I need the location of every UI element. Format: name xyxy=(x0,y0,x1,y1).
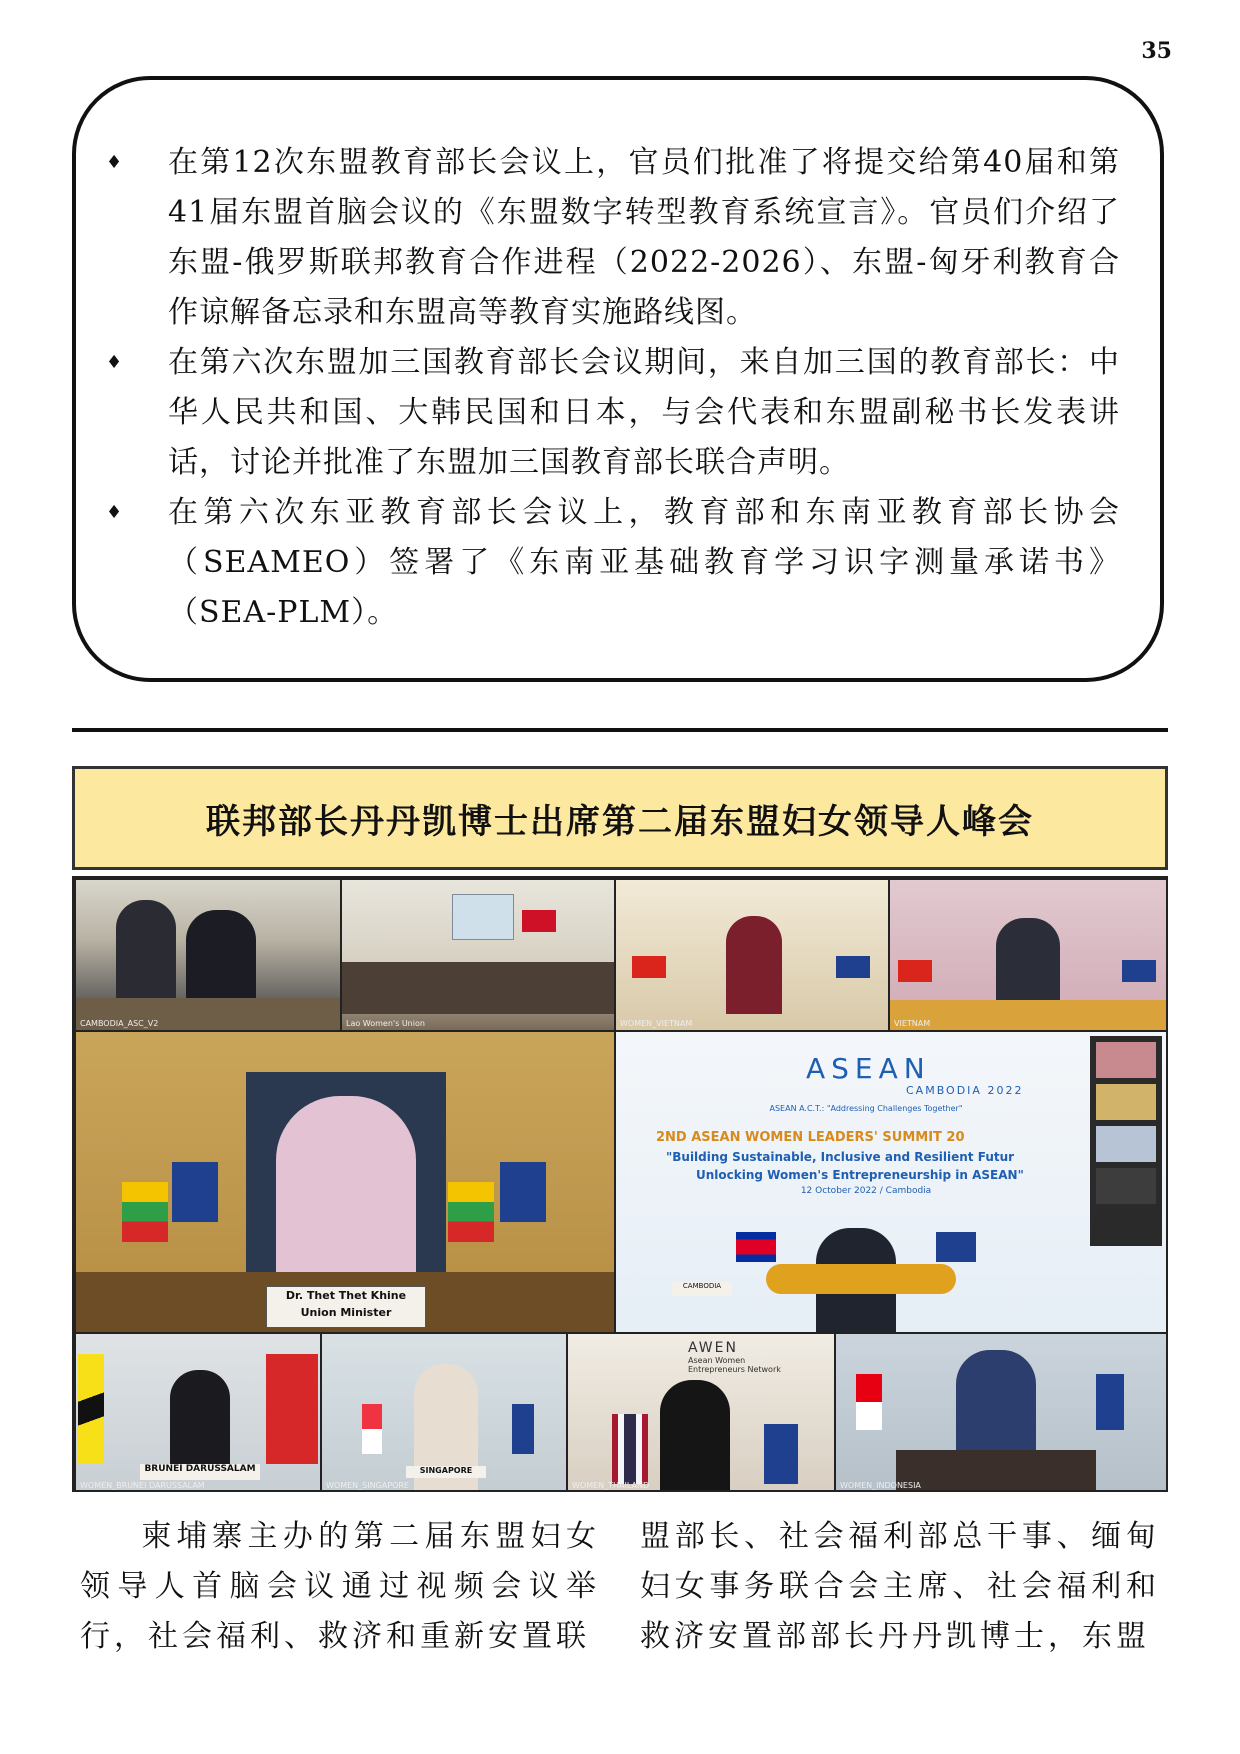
asean-flag-icon xyxy=(512,1404,534,1454)
vietnam-flag-icon xyxy=(632,956,666,978)
asean-flag-icon xyxy=(1096,1374,1124,1430)
bullet-text: 在第12次东盟教育部长会议上，官员们批准了将提交给第40届和第41届东盟首脑会议的《东盟数字转型教育系统宣言》。官员们介绍了东盟-俄罗斯联邦教育合作进程（2022-2026）、东盟-匈牙利教育合作谅解备忘录和东盟高等教育实施路线图。 xyxy=(168,145,1120,330)
photo-tile-cambodia xyxy=(76,880,340,1030)
section-banner xyxy=(72,766,1168,870)
body-paragraph: 柬埔寨主办的第二届东盟妇女领导人首脑会议通过视频会议举行，社会福利、救济和重新安置联 xyxy=(80,1519,600,1654)
asean-flag-icon xyxy=(266,1354,318,1464)
photo-tile-myanmar xyxy=(76,1032,614,1332)
tile-label: WOMEN_VIETNAM xyxy=(620,1019,693,1028)
video-conference-photo xyxy=(72,876,1168,1492)
bullet-item xyxy=(104,138,1120,338)
section-title: 联邦部长丹丹凯博士出席第二届东盟妇女领导人峰会 xyxy=(206,801,1034,842)
photo-tile-indonesia xyxy=(836,1334,1166,1492)
screen-summit-title: 2ND ASEAN WOMEN LEADERS' SUMMIT 20 xyxy=(656,1130,965,1145)
brunei-flag-icon xyxy=(78,1354,104,1464)
body-text-left xyxy=(80,1512,600,1662)
indonesia-flag-icon xyxy=(856,1374,882,1430)
tile-label: WOMEN_SINGAPORE xyxy=(326,1481,409,1490)
asean-flag-icon xyxy=(836,956,870,978)
nameplate: CAMBODIA xyxy=(672,1282,732,1296)
body-text-right xyxy=(640,1512,1160,1662)
asean-flag-icon xyxy=(500,1162,546,1222)
asean-flag-icon xyxy=(1122,960,1156,982)
asean-logo-text: ASEAN xyxy=(806,1052,931,1085)
asean-flag-icon xyxy=(764,1424,798,1484)
photo-tile-cambodia-host xyxy=(616,1032,1166,1332)
highlights-box xyxy=(72,76,1164,682)
diamond-bullet-icon: ♦ xyxy=(106,152,124,173)
myanmar-flag-icon xyxy=(448,1182,494,1242)
awen-logo: AWEN Asean Women Entrepreneurs Network xyxy=(688,1340,781,1374)
asean-flag-icon xyxy=(172,1162,218,1222)
photo-tile-singapore xyxy=(322,1334,566,1492)
bullet-item xyxy=(104,338,1120,488)
nameplate-title: Union Minister xyxy=(300,1306,392,1319)
body-paragraph: 盟部长、社会福利部总干事、缅甸妇女事务联合会主席、社会福利和救济安置部部长丹丹凯博士，东盟 xyxy=(640,1519,1160,1654)
cambodia-flag-icon xyxy=(736,1232,776,1262)
tile-label: WOMEN_INDONESIA xyxy=(840,1481,921,1490)
photo-tile-laos xyxy=(342,880,614,1030)
diamond-bullet-icon: ♦ xyxy=(106,352,124,373)
tile-label: WOMEN_BRUNEI DARUSSALAM xyxy=(80,1481,205,1490)
screen-date: 12 October 2022 / Cambodia xyxy=(800,1186,932,1196)
nameplate xyxy=(266,1286,426,1328)
nameplate: SINGAPORE xyxy=(406,1466,486,1478)
participant-strip xyxy=(1090,1036,1162,1246)
tile-label: Lao Women's Union xyxy=(346,1019,425,1028)
screen-tagline: ASEAN A.C.T.: "Addressing Challenges Together" xyxy=(769,1104,963,1113)
screen-theme-line1: "Building Sustainable, Inclusive and Resilient Futur xyxy=(666,1150,1015,1164)
screen-theme-line2: Unlocking Women's Entrepreneurship in ASEAN" xyxy=(696,1168,1024,1182)
thailand-flag-icon xyxy=(612,1414,648,1484)
section-divider xyxy=(72,728,1168,732)
nameplate-name: Dr. Thet Thet Khine xyxy=(285,1289,407,1302)
tile-label: WOMEN_THAILAND xyxy=(572,1481,650,1490)
singapore-flag-icon xyxy=(362,1404,382,1454)
myanmar-flag-icon xyxy=(122,1182,168,1242)
nameplate: BRUNEI DARUSSALAM xyxy=(140,1464,260,1480)
photo-tile-brunei xyxy=(76,1334,320,1492)
asean-logo-subtext: CAMBODIA 2022 xyxy=(906,1084,1024,1097)
page-number: 35 xyxy=(1141,38,1172,64)
photo-tile-vietnam-women xyxy=(616,880,888,1030)
vietnam-flag-icon xyxy=(898,960,932,982)
bullet-item xyxy=(104,488,1120,638)
diamond-bullet-icon: ♦ xyxy=(106,502,124,523)
photo-tile-vietnam xyxy=(890,880,1166,1030)
tile-label: VIETNAM xyxy=(894,1019,931,1028)
bullet-text: 在第六次东亚教育部长会议上，教育部和东南亚教育部长协会（SEAMEO）签署了《东南亚基础教育学习识字测量承诺书》（SEA-PLM）。 xyxy=(168,495,1120,630)
asean-flag-icon xyxy=(936,1232,976,1262)
bullet-text: 在第六次东盟加三国教育部长会议期间，来自加三国的教育部长：中华人民共和国、大韩民国和日本，与会代表和东盟副秘书长发表讲话，讨论并批准了东盟加三国教育部长联合声明。 xyxy=(168,345,1120,480)
photo-tile-thailand xyxy=(568,1334,834,1492)
tile-label: CAMBODIA_ASC_V2 xyxy=(80,1019,159,1028)
